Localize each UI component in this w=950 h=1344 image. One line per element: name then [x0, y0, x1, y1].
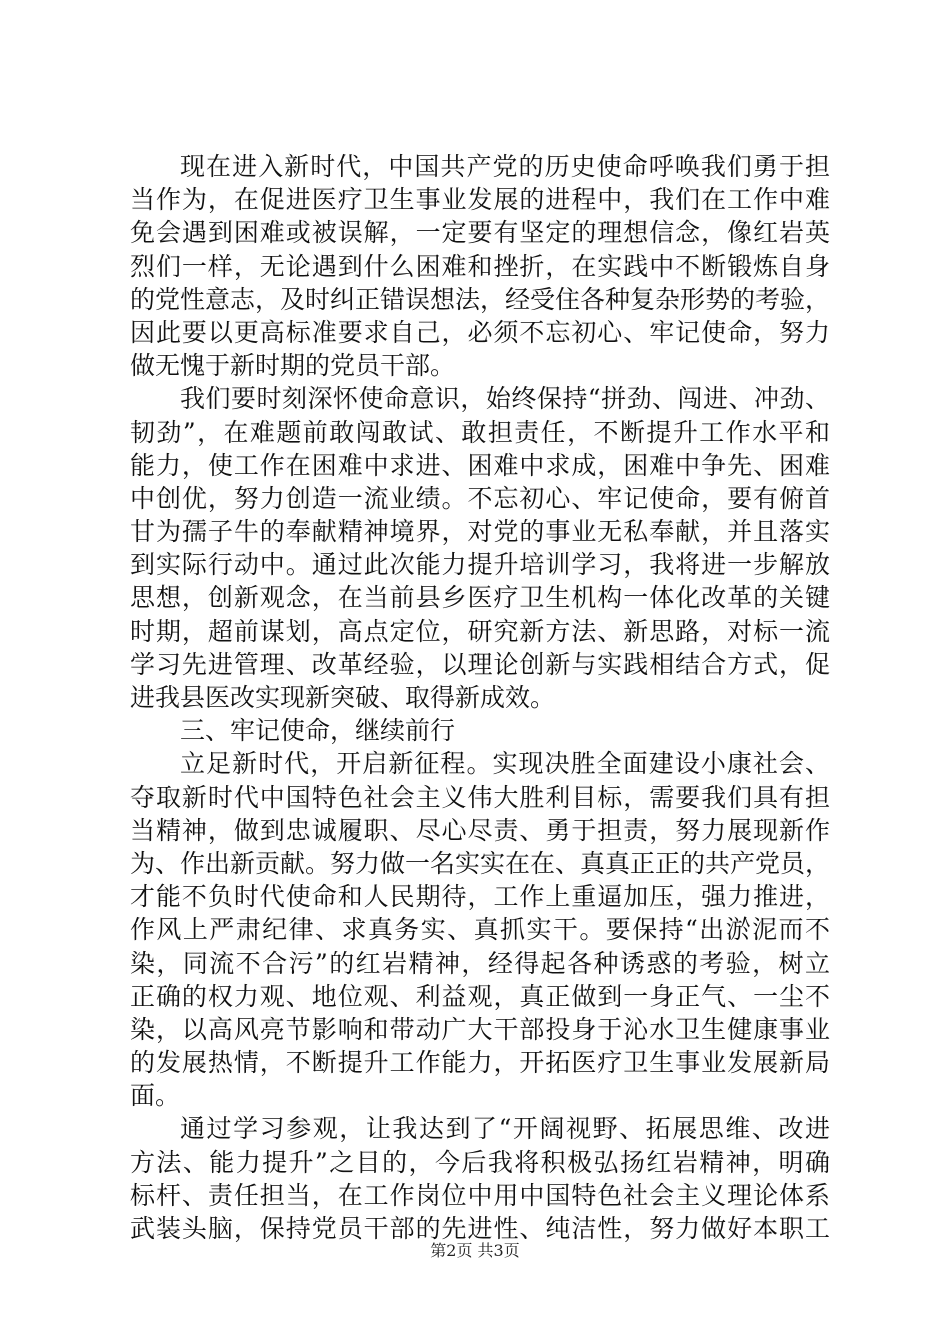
paragraph-line: 面。 [130, 1081, 181, 1111]
paragraph-line: 甘为孺子牛的奉献精神境界，对党的事业无私奉献，并且落实 [130, 517, 830, 547]
paragraph-line: 做无愧于新时期的党员干部。 [130, 351, 456, 381]
paragraph-line: 立足新时代，开启新征程。实现决胜全面建设小康社会、 [180, 749, 830, 779]
paragraph-line: 才能不负时代使命和人民期待，工作上重逼加压，强力推进， [130, 882, 830, 912]
paragraph-line: 夺取新时代中国特色社会主义伟大胜利目标，需要我们具有担 [130, 782, 830, 812]
paragraph-line: 现在进入新时代，中国共产党的历史使命呼唤我们勇于担 [180, 152, 830, 181]
paragraph-line: 当作为，在促进医疗卫生事业发展的进程中，我们在工作中难 [130, 185, 830, 215]
paragraph-line: 染，同流不合污”的红岩精神，经得起各种诱惑的考验，树立 [130, 948, 830, 978]
paragraph-line: 武装头脑，保持党员干部的先进性、纯洁性，努力做好本职工 [130, 1214, 830, 1243]
paragraph-line: 时期，超前谋划，高点定位，研究新方法、新思路，对标一流 [130, 616, 830, 646]
paragraph-line: 的党性意志，及时纠正错误想法，经受住各种复杂形势的考验， [130, 284, 831, 314]
paragraph-line: 当精神，做到忠诚履职、尽心尽责、勇于担责，努力展现新作 [130, 815, 830, 845]
paragraph-line: 到实际行动中。通过此次能力提升培训学习，我将进一步解放 [130, 550, 830, 580]
paragraph-line: 思想，创新观念，在当前县乡医疗卫生机构一体化改革的关键 [130, 583, 830, 613]
paragraph-line: 进我县医改实现新突破、取得新成效。 [130, 683, 556, 712]
paragraph-line: 免会遇到困难或被误解，一定要有坚定的理想信念，像红岩英 [130, 218, 830, 248]
page-number-footer: 第2页 共3页 [430, 1241, 520, 1260]
paragraph-line: 方法、能力提升”之目的，今后我将积极弘扬红岩精神，明确 [130, 1147, 830, 1177]
paragraph-line: 作风上严肃纪律、求真务实、真抓实干。要保持“出淤泥而不 [130, 915, 830, 945]
paragraph-line: 为、作出新贡献。努力做一名实实在在、真真正正的共产党员， [130, 848, 831, 878]
paragraph-line: 正确的权力观、地位观、利益观，真正做到一身正气、一尘不 [130, 981, 830, 1011]
paragraph-line: 学习先进管理、改革经验，以理论创新与实践相结合方式，促 [130, 649, 830, 679]
paragraph-line: 能力，使工作在困难中求进、困难中求成，困难中争先、困难 [130, 450, 830, 480]
paragraph-line: 通过学习参观，让我达到了“开阔视野、拓展思维、改进 [180, 1114, 830, 1144]
paragraph-line: 我们要时刻深怀使命意识，始终保持“拼劲、闯进、冲劲、 [180, 384, 830, 414]
section-heading: 三、牢记使命，继续前行 [180, 716, 456, 746]
paragraph-line: 染，以高风亮节影响和带动广大干部投身于沁水卫生健康事业 [130, 1014, 830, 1044]
document-body [130, 150, 830, 1245]
paragraph-line: 因此要以更高标准要求自己，必须不忘初心、牢记使命，努力 [130, 317, 830, 347]
paragraph-line: 韧劲”，在难题前敢闯敢试、敢担责任，不断提升工作水平和 [130, 417, 830, 447]
paragraph-line: 的发展热情，不断提升工作能力，开拓医疗卫生事业发展新局 [130, 1048, 830, 1078]
paragraph-line: 烈们一样，无论遇到什么困难和挫折，在实践中不断锻炼自身 [130, 251, 830, 281]
paragraph-line: 中创优，努力创造一流业绩。不忘初心、牢记使命，要有俯首 [130, 483, 830, 513]
paragraph-line: 标杆、责任担当，在工作岗位中用中国特色社会主义理论体系 [130, 1180, 830, 1210]
